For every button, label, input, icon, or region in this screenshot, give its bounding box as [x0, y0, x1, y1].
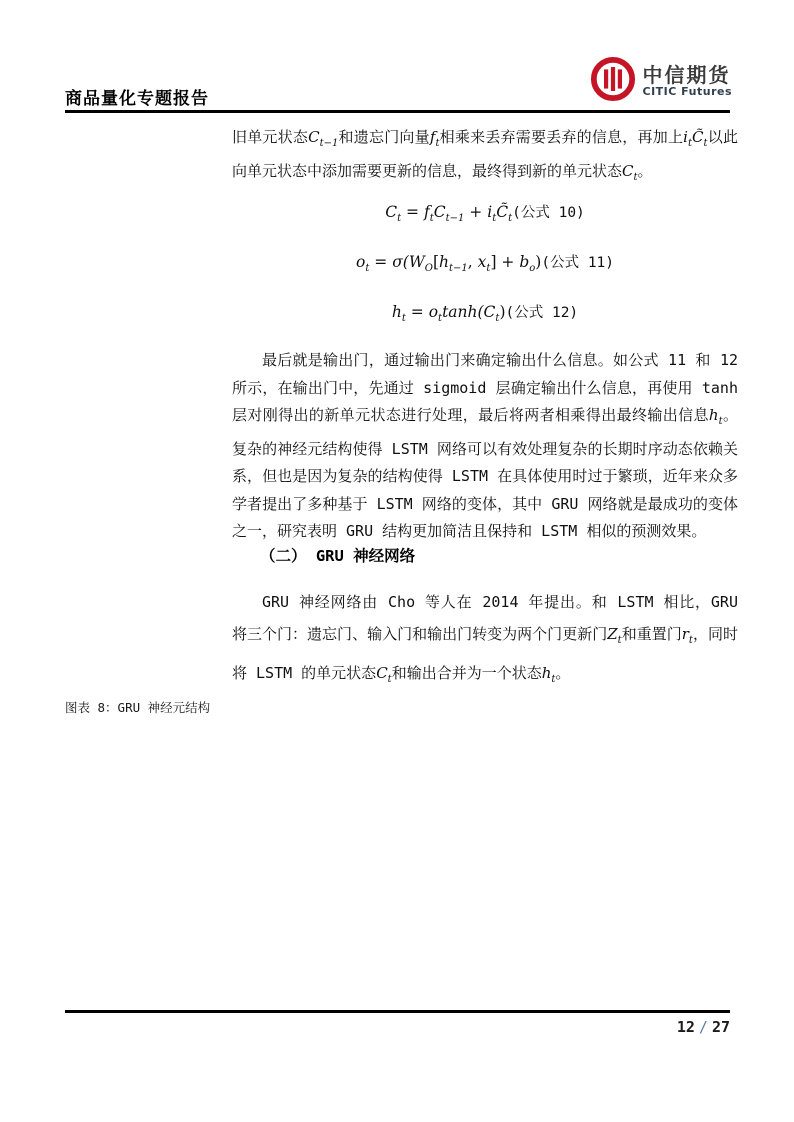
- page-separator: /: [698, 1018, 708, 1036]
- paragraph-output-gate: [232, 347, 738, 546]
- text-run: 和输出合并为一个状态: [391, 664, 542, 682]
- math-function: tanh(: [442, 303, 484, 321]
- math-function: σ(: [392, 253, 409, 271]
- report-type-title: 商品量化专题报告: [65, 89, 209, 109]
- math-term: $h_t$: [391, 303, 406, 325]
- logo-wordmark: [643, 64, 732, 98]
- math-bracket: ): [499, 303, 506, 321]
- section-heading-gru: （二） GRU 神经网络: [260, 547, 416, 565]
- math-operator: =: [369, 253, 393, 271]
- math-term: $f_t$: [423, 203, 434, 225]
- math-operator: =: [405, 303, 429, 321]
- equation-label: (公式 12): [505, 305, 579, 321]
- math-inline: $C̃_t$: [692, 128, 708, 149]
- math-bracket: [: [432, 253, 440, 271]
- text-run: 。复杂的神经元结构使得 LSTM 网络可以有效处理复杂的长期时序动态依赖关系，但也是因为复杂的结构使得 LSTM 在具体使用时过于繁琐，近年来众多学者提出了多种基于 LSTM 网络的变体，其中 GRU 网络就是最成功的变体之一，研究表明 GRU 结构更加简洁且保持和 LSTM 相似的预测效果。: [232, 406, 738, 540]
- paragraph-lstm-cell-state: [232, 124, 738, 191]
- math-inline: $f_t$: [429, 128, 440, 149]
- page-number: [677, 1018, 730, 1036]
- math-term: $C_t$: [483, 303, 500, 325]
- equation-label: (公式 10): [512, 205, 585, 221]
- math-inline: $i_t$: [683, 128, 693, 149]
- math-operator: =: [401, 203, 424, 221]
- math-term: $o_t$: [428, 303, 443, 325]
- math-bracket: ] +: [490, 253, 520, 271]
- math-inline: $h_t$: [708, 406, 723, 427]
- math-term: $C̃_t$: [496, 203, 513, 225]
- math-term: $b_o$: [519, 253, 536, 275]
- total-pages: 27: [711, 1018, 730, 1036]
- math-term: $W_O$: [408, 253, 433, 275]
- footer-divider: [65, 1010, 730, 1013]
- math-inline: $h_t$: [541, 664, 556, 685]
- equation-12: [232, 300, 738, 331]
- math-term: $x_t$: [477, 253, 491, 275]
- math-bracket: ): [535, 253, 542, 271]
- math-inline: $Z_t$: [607, 625, 622, 646]
- equation-10: [232, 200, 738, 231]
- math-term: $i_t$: [487, 203, 497, 225]
- paragraph-gru-intro: [232, 586, 738, 696]
- text-run: ，同时将 LSTM 的单元状态: [232, 625, 738, 682]
- text-run: 和重置门: [621, 625, 682, 643]
- text-run: 旧单元状态: [232, 128, 309, 146]
- header-divider: [65, 110, 730, 113]
- text-run: 和遗忘门向量: [338, 128, 430, 146]
- math-inline: $C_t$: [376, 664, 392, 685]
- math-term: $o_t$: [355, 253, 370, 275]
- logo-chinese-name: 中信期货: [642, 62, 731, 87]
- text-run: 。: [555, 664, 571, 682]
- logo-english-name: CITIC Futures: [642, 84, 732, 98]
- text-run: 以此向单元状态中添加需要更新的信息，最终得到新的单元状态: [232, 128, 738, 180]
- text-run: 。: [637, 161, 653, 180]
- math-inline: $C_t$: [622, 161, 638, 183]
- text-run: GRU 神经网络由 Cho 等人在 2014 年提出。和 LSTM 相比，GRU 将三个门：遗忘门、输入门和输出门转变为两个门更新门: [232, 593, 738, 643]
- current-page: 12: [676, 1018, 695, 1036]
- math-inline: $C_{t-1}$: [308, 128, 339, 149]
- math-operator: ,: [467, 253, 478, 271]
- math-term: $C_{t-1}$: [433, 203, 465, 225]
- figure-8-caption: 图表 8：GRU 神经元结构: [65, 700, 211, 715]
- math-term: $C_t$: [385, 203, 402, 225]
- citic-futures-logo: [590, 56, 732, 106]
- equation-11: [232, 250, 738, 281]
- text-run: 相乘来丢弃需要丢弃的信息，再加上: [439, 128, 684, 146]
- math-inline: $r_t$: [681, 625, 693, 646]
- math-term: $h_{t-1}$: [439, 253, 468, 275]
- math-operator: +: [464, 203, 488, 221]
- citic-logo-icon: [590, 56, 636, 106]
- equation-label: (公式 11): [541, 255, 615, 271]
- text-run: 最后就是输出门，通过输出门来确定输出什么信息。如公式 11 和 12 所示，在输出门中，先通过 sigmoid 层确定输出什么信息，再使用 tanh 层对刚得出的新单元状态进行处理，最后将两者相乘得出最终输出信息: [232, 351, 738, 424]
